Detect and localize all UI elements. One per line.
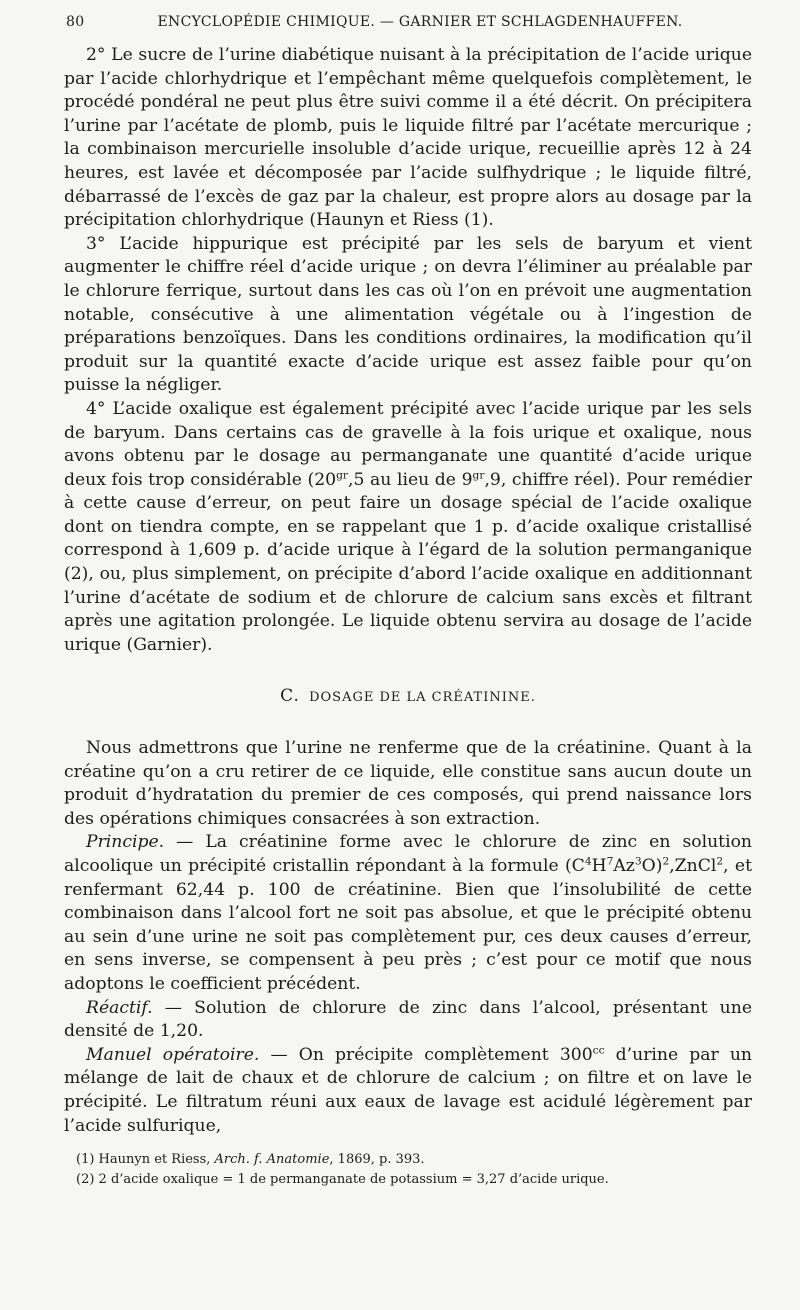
text-run: (1) Haunyn et Riess, bbox=[76, 1152, 215, 1168]
paragraph-procedure bbox=[64, 1044, 752, 1138]
superscript: 3 bbox=[634, 854, 642, 868]
paragraph-hippuric-acid: 3° L’acide hippurique est précipité par les sels de baryum et vient augmenter le chiffre réel d’acide urique ; on devra l’éliminer au préalable par le chlorure ferrique, surtout dans les cas où l’on en prévoit une augmentation notable, consécutive à une alimentation végétale ou à l’ingestion de préparations benzoïques. Dans les conditions ordinaires, la modification qu’il produit sur la quantité exacte d’acide urique est assez faible pour qu’on puisse la négliger. bbox=[64, 233, 752, 396]
section-title: DOSAGE DE LA CRÉATININE. bbox=[309, 690, 536, 706]
paragraph-reagent bbox=[64, 997, 752, 1044]
text-run: H bbox=[591, 856, 607, 876]
superscript: 2 bbox=[716, 854, 724, 868]
text-run: , et renfermant 62,44 p. 100 de créatinine. Bien que l’insolubilité de cette combinaison dans l’alcool fort ne soit pas absolue, et que le précipité obtenu au sein d’une urine ne soit pas complètement pur, ces deux causes d’erreur, en sens inverse, se compensent à peu près ; c’est pour ce motif que nous adoptons le coefficient précédent. bbox=[64, 856, 752, 994]
reagent-label: Réactif. bbox=[86, 997, 153, 1018]
footnotes bbox=[64, 1150, 752, 1190]
footnote-2: (2) 2 d’acide oxalique = 1 de permanganate de potassium = 3,27 d’acide urique. bbox=[76, 1172, 609, 1188]
superscript: 4 bbox=[584, 854, 592, 868]
text-run: , 1869, p. 393. bbox=[329, 1152, 425, 1168]
text-run: — La créatinine forme avec le chlorure de zinc en solution alcoolique un précipité cristallin répondant à la formule (C bbox=[64, 832, 752, 876]
paragraph-principle bbox=[64, 831, 752, 996]
paragraph-creatinine-intro: Nous admettrons que l’urine ne renferme que de la créatinine. Quant à la créatine qu’on a cru retirer de ce liquide, elle constitue sans aucun doute un produit d’hydratation du premier de ces composés, qui prend naissance lors des opérations chimiques consacrées à son extraction. bbox=[64, 738, 752, 829]
text-run: d’urine par un mélange de lait de chaux et de chlorure de calcium ; on filtre et on lave le précipité. Le filtratum réuni aux eaux de lavage est acidulé légèrement par l’acide sulfurique, bbox=[64, 1044, 752, 1136]
running-header bbox=[64, 14, 752, 44]
text-run: ,9, chiffre réel). Pour remédier à cette cause d’erreur, on peut faire un dosage spécial de l’acide oxalique dont on tiendra compte, en se rappelant que 1 p. d’acide oxalique cristallisé correspond à 1,609 p. d’acide urique à l’égard de la solution permanganique (2), ou, plus simplement, on précipite d’abord l’acide oxalique en additionnant l’urine d’acétate de sodium et de chlorure de calcium sans excès et filtrant après une agitation prolongée. Le liquide obtenu servira au dosage de l’acide urique (Garnier). bbox=[64, 469, 752, 655]
text-run: O) bbox=[641, 856, 663, 876]
superscript: cc bbox=[592, 1043, 605, 1057]
section-letter: C. bbox=[280, 686, 300, 707]
footnote-1 bbox=[64, 1150, 752, 1170]
section-heading bbox=[64, 685, 752, 710]
paragraph-oxalic-acid bbox=[64, 398, 752, 658]
superscript: 7 bbox=[606, 854, 614, 868]
superscript: gr bbox=[336, 467, 349, 481]
superscript: gr bbox=[472, 467, 485, 481]
text-run: ,5 au lieu de 9 bbox=[348, 469, 473, 490]
principle-label: Principe. bbox=[86, 832, 165, 853]
paragraph-sugar: 2° Le sucre de l’urine diabétique nuisant à la précipitation de l’acide urique par l’acide chlorhydrique et l’empêchant même quelquefois complètement, le procédé pondéral ne peut plus être suivi comme il a été décrit. On précipitera l’urine par l’acétate de plomb, puis le liquide filtré par l’acétate mercurique ; la combinaison mercurielle insoluble d’acide urique, recueillie après 12 à 24 heures, est lavée et décomposée par l’acide sulfhydrique ; le liquide filtré, débarrassé de l’excès de gaz par la chaleur, est propre alors au dosage par la précipitation chlorhydrique (Haunyn et Riess (1). bbox=[64, 45, 752, 231]
text-run: Az bbox=[613, 856, 635, 876]
procedure-label: Manuel opératoire. bbox=[86, 1044, 260, 1065]
page-body bbox=[64, 44, 752, 1190]
text-run: ,ZnCl bbox=[669, 856, 717, 876]
text-run: — Solution de chlorure de zinc dans l’alcool, présentant une densité de 1,20. bbox=[64, 997, 752, 1042]
superscript: 2 bbox=[662, 854, 670, 868]
text-run: — On précipite complètement 300 bbox=[259, 1044, 593, 1065]
text-run: 4° L’acide oxalique est également précipité avec l’acide urique par les sels de baryum. Dans certains cas de gravelle à la fois urique et oxalique, nous avons obtenu par le dosage au permanganate une quantité d’acide urique deux fois trop considérable (20 bbox=[64, 398, 752, 490]
running-title: ENCYCLOPÉDIE CHIMIQUE. — GARNIER ET SCHLAGDENHAUFFEN. bbox=[157, 14, 683, 30]
page-number: 80 bbox=[66, 14, 85, 30]
journal-title: Arch. f. Anatomie bbox=[214, 1152, 330, 1168]
